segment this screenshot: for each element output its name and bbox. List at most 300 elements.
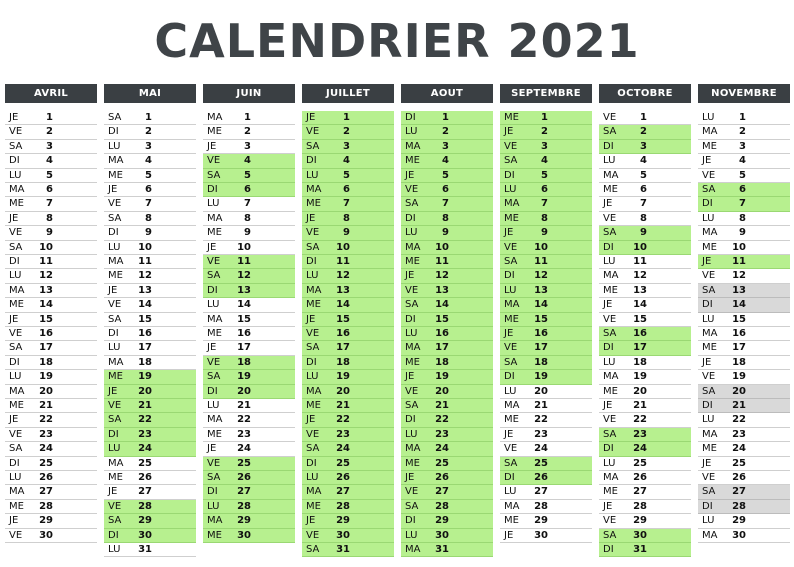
day-name: VE	[9, 126, 23, 138]
day-name: ME	[207, 227, 222, 239]
day-number: 13	[336, 284, 350, 296]
day-number: 4	[541, 155, 548, 167]
day-row	[698, 385, 790, 399]
day-row	[5, 341, 97, 355]
day-row	[302, 169, 394, 183]
day-row	[5, 413, 97, 427]
day-row	[5, 457, 97, 471]
day-number: 27	[336, 486, 350, 498]
day-name: DI	[9, 356, 20, 368]
day-row	[500, 298, 592, 312]
day-number: 7	[244, 198, 251, 210]
day-number: 4	[145, 155, 152, 167]
day-name: JE	[603, 400, 613, 411]
day-row	[104, 385, 196, 399]
day-number: 2	[640, 126, 647, 138]
day-name: MA	[9, 184, 25, 195]
day-name: MA	[405, 241, 421, 253]
day-row	[5, 298, 97, 312]
day-name: DI	[504, 270, 515, 282]
day-row	[401, 111, 493, 125]
day-number: 14	[237, 299, 251, 311]
day-name: LU	[108, 241, 121, 253]
day-number: 22	[534, 414, 548, 426]
day-number: 21	[633, 400, 647, 411]
day-row	[698, 241, 790, 255]
day-row	[401, 485, 493, 499]
day-name: VE	[207, 356, 221, 368]
day-name: LU	[405, 126, 418, 138]
day-number: 15	[138, 313, 152, 325]
day-number: 23	[336, 428, 350, 440]
day-row	[203, 169, 295, 183]
day-name: DI	[603, 443, 614, 455]
day-row	[302, 485, 394, 499]
day-number: 18	[39, 356, 53, 368]
day-row	[302, 255, 394, 269]
day-name: VE	[9, 428, 23, 440]
day-number: 13	[534, 284, 548, 296]
day-number: 25	[336, 457, 350, 469]
day-name: MA	[504, 299, 520, 311]
day-name: MA	[702, 328, 718, 339]
day-row	[698, 500, 790, 514]
day-number: 17	[732, 342, 746, 354]
day-name: MA	[504, 400, 520, 411]
day-row	[599, 125, 691, 139]
day-name: ME	[207, 428, 222, 440]
day-number: 29	[39, 515, 53, 527]
day-row	[401, 255, 493, 269]
day-name: LU	[702, 112, 715, 123]
day-name: SA	[504, 256, 518, 267]
day-name: VE	[702, 270, 716, 282]
day-row	[698, 442, 790, 456]
day-row	[104, 341, 196, 355]
day-row	[5, 140, 97, 154]
day-number: 24	[39, 443, 53, 455]
day-number: 14	[732, 299, 746, 311]
day-row	[599, 255, 691, 269]
day-number: 7	[145, 198, 152, 210]
day-number: 23	[732, 428, 746, 440]
day-name: JE	[504, 126, 514, 138]
day-row	[599, 399, 691, 413]
day-name: LU	[603, 155, 616, 167]
day-name: ME	[603, 284, 618, 296]
day-row	[500, 341, 592, 355]
day-row	[401, 327, 493, 341]
day-row	[104, 154, 196, 168]
day-name: DI	[702, 198, 713, 210]
day-number: 8	[145, 212, 152, 224]
day-name: MA	[108, 457, 124, 469]
day-number: 26	[237, 472, 251, 483]
day-number: 28	[138, 500, 152, 512]
day-name: VE	[108, 198, 122, 210]
day-name: SA	[9, 342, 23, 354]
day-row	[698, 111, 790, 125]
day-row	[599, 428, 691, 442]
day-number: 8	[244, 212, 251, 224]
day-row	[698, 413, 790, 427]
day-name: VE	[405, 486, 419, 498]
day-number: 10	[534, 241, 548, 253]
month-header: NOVEMBRE	[698, 84, 790, 103]
day-row	[401, 183, 493, 197]
day-name: DI	[306, 356, 317, 368]
day-name: VE	[306, 328, 320, 339]
day-number: 3	[640, 140, 647, 152]
day-row	[500, 457, 592, 471]
day-row	[302, 341, 394, 355]
day-name: DI	[207, 385, 218, 397]
day-row	[302, 428, 394, 442]
day-row	[698, 485, 790, 499]
day-row	[302, 370, 394, 384]
day-row	[5, 212, 97, 226]
day-number: 16	[237, 328, 251, 339]
day-name: LU	[207, 198, 220, 210]
day-number: 11	[237, 256, 251, 267]
day-row	[104, 169, 196, 183]
day-row	[203, 197, 295, 211]
day-number: 3	[244, 140, 251, 152]
day-number: 29	[633, 515, 647, 527]
day-number: 6	[541, 184, 548, 195]
day-number: 18	[732, 356, 746, 368]
day-number: 22	[336, 414, 350, 426]
day-number: 21	[39, 400, 53, 411]
day-number: 18	[336, 356, 350, 368]
day-name: VE	[306, 428, 320, 440]
day-number: 7	[46, 198, 53, 210]
day-name: DI	[603, 544, 614, 555]
day-row	[302, 241, 394, 255]
day-row	[500, 269, 592, 283]
day-row	[5, 111, 97, 125]
day-number: 13	[237, 284, 251, 296]
day-name: DI	[702, 299, 713, 311]
day-number: 10	[138, 241, 152, 253]
day-number: 26	[435, 472, 449, 483]
day-name: MA	[108, 155, 124, 167]
day-name: SA	[207, 169, 221, 181]
day-name: ME	[108, 169, 123, 181]
day-row	[104, 269, 196, 283]
day-name: LU	[108, 443, 121, 455]
day-name: JE	[603, 299, 613, 311]
day-row	[401, 543, 493, 557]
day-number: 20	[633, 385, 647, 397]
day-row	[698, 471, 790, 485]
day-name: MA	[405, 140, 421, 152]
day-name: JE	[207, 241, 217, 253]
day-name: DI	[603, 140, 614, 152]
day-row	[104, 226, 196, 240]
day-number: 10	[435, 241, 449, 253]
day-number: 16	[732, 328, 746, 339]
day-row	[500, 212, 592, 226]
day-number: 21	[732, 400, 746, 411]
day-name: SA	[405, 500, 419, 512]
month-header: SEPTEMBRE	[500, 84, 592, 103]
day-row	[104, 197, 196, 211]
day-name: ME	[405, 256, 420, 267]
day-name: SA	[108, 313, 122, 325]
day-row	[698, 284, 790, 298]
day-number: 30	[138, 529, 152, 541]
day-name: VE	[108, 500, 122, 512]
day-number: 7	[541, 198, 548, 210]
day-row	[500, 313, 592, 327]
day-number: 27	[435, 486, 449, 498]
day-row	[500, 514, 592, 528]
day-number: 9	[46, 227, 53, 239]
day-name: VE	[603, 212, 617, 224]
day-row	[5, 169, 97, 183]
day-name: LU	[405, 227, 418, 239]
day-row	[401, 471, 493, 485]
day-row	[203, 154, 295, 168]
day-number: 5	[640, 169, 647, 181]
day-number: 29	[732, 515, 746, 527]
day-number: 23	[435, 428, 449, 440]
day-number: 10	[633, 241, 647, 253]
day-name: VE	[405, 184, 419, 195]
day-name: ME	[108, 371, 123, 383]
day-row	[698, 255, 790, 269]
day-row	[203, 269, 295, 283]
day-name: JE	[702, 155, 712, 167]
day-number: 19	[435, 371, 449, 383]
day-row	[5, 370, 97, 384]
day-name: ME	[9, 500, 24, 512]
day-row	[599, 226, 691, 240]
day-row	[104, 183, 196, 197]
day-number: 8	[46, 212, 53, 224]
day-name: MA	[108, 356, 124, 368]
day-number: 26	[534, 472, 548, 483]
day-name: JE	[504, 428, 514, 440]
day-name: MA	[9, 486, 25, 498]
day-row	[401, 529, 493, 543]
day-name: SA	[306, 544, 320, 555]
day-row	[203, 370, 295, 384]
day-number: 7	[739, 198, 746, 210]
day-number: 19	[732, 371, 746, 383]
day-row	[500, 255, 592, 269]
day-number: 6	[244, 184, 251, 195]
day-row	[203, 442, 295, 456]
day-number: 27	[39, 486, 53, 498]
day-row	[599, 500, 691, 514]
day-row	[5, 197, 97, 211]
day-name: ME	[207, 529, 222, 541]
day-name: SA	[108, 112, 122, 123]
day-name: SA	[405, 400, 419, 411]
day-number: 17	[237, 342, 251, 354]
day-number: 22	[138, 414, 152, 426]
day-name: LU	[603, 457, 616, 469]
day-row	[500, 428, 592, 442]
day-number: 2	[145, 126, 152, 138]
day-number: 24	[633, 443, 647, 455]
day-number: 29	[435, 515, 449, 527]
day-row	[104, 529, 196, 543]
day-number: 13	[633, 284, 647, 296]
day-row	[698, 341, 790, 355]
day-number: 9	[739, 227, 746, 239]
day-number: 9	[541, 227, 548, 239]
day-number: 2	[46, 126, 53, 138]
day-row	[500, 327, 592, 341]
day-row	[203, 298, 295, 312]
day-number: 18	[633, 356, 647, 368]
day-row	[698, 269, 790, 283]
day-number: 26	[138, 472, 152, 483]
day-row	[203, 514, 295, 528]
day-number: 4	[442, 155, 449, 167]
day-name: ME	[306, 400, 321, 411]
day-row	[500, 154, 592, 168]
day-name: ME	[405, 457, 420, 469]
day-number: 29	[534, 515, 548, 527]
day-row	[599, 140, 691, 154]
day-row	[203, 341, 295, 355]
day-name: SA	[306, 140, 320, 152]
day-name: VE	[108, 400, 122, 411]
day-name: LU	[9, 169, 22, 181]
day-number: 15	[732, 313, 746, 325]
day-name: DI	[405, 414, 416, 426]
day-name: LU	[603, 256, 616, 267]
day-name: LU	[108, 342, 121, 354]
day-row	[104, 327, 196, 341]
day-row	[104, 428, 196, 442]
day-name: ME	[306, 299, 321, 311]
page-title: CALENDRIER 2021	[154, 14, 640, 68]
day-number: 19	[237, 371, 251, 383]
day-name: SA	[702, 385, 716, 397]
day-name: SA	[207, 270, 221, 282]
day-number: 12	[732, 270, 746, 282]
day-number: 16	[138, 328, 152, 339]
day-number: 20	[138, 385, 152, 397]
day-name: VE	[405, 284, 419, 296]
day-row	[401, 140, 493, 154]
day-number: 28	[633, 500, 647, 512]
day-number: 19	[39, 371, 53, 383]
day-row	[302, 298, 394, 312]
day-name: JE	[9, 212, 19, 224]
day-name: MA	[207, 112, 223, 123]
day-row	[401, 356, 493, 370]
day-row	[698, 356, 790, 370]
day-name: DI	[405, 515, 416, 527]
day-row	[500, 241, 592, 255]
day-name: LU	[702, 515, 715, 527]
day-row	[302, 269, 394, 283]
month-header: JUILLET	[302, 84, 394, 103]
day-name: SA	[306, 342, 320, 354]
day-row	[104, 370, 196, 384]
day-number: 25	[534, 457, 548, 469]
day-name: JE	[702, 356, 712, 368]
day-name: LU	[603, 356, 616, 368]
day-name: JE	[9, 414, 19, 426]
day-row	[599, 529, 691, 543]
day-name: ME	[702, 443, 717, 455]
day-name: LU	[306, 169, 319, 181]
day-number: 1	[343, 112, 350, 123]
day-name: SA	[9, 241, 23, 253]
day-row	[104, 212, 196, 226]
day-name: ME	[207, 328, 222, 339]
day-number: 1	[442, 112, 449, 123]
day-name: ME	[108, 472, 123, 483]
day-name: SA	[603, 529, 617, 541]
day-number: 20	[732, 385, 746, 397]
day-name: LU	[504, 284, 517, 296]
day-name: VE	[702, 169, 716, 181]
day-name: SA	[405, 299, 419, 311]
day-number: 14	[336, 299, 350, 311]
day-number: 28	[534, 500, 548, 512]
day-row	[500, 111, 592, 125]
day-number: 2	[442, 126, 449, 138]
day-number: 20	[39, 385, 53, 397]
day-name: ME	[702, 342, 717, 354]
day-row	[203, 327, 295, 341]
day-row	[302, 413, 394, 427]
day-row	[401, 514, 493, 528]
day-name: MA	[603, 472, 619, 483]
day-number: 5	[46, 169, 53, 181]
day-name: ME	[603, 184, 618, 195]
day-name: JE	[108, 284, 118, 296]
day-name: DI	[405, 313, 416, 325]
day-row	[5, 154, 97, 168]
day-number: 4	[640, 155, 647, 167]
day-row	[302, 226, 394, 240]
day-row	[5, 226, 97, 240]
day-number: 21	[435, 400, 449, 411]
day-name: ME	[504, 112, 519, 123]
day-name: DI	[9, 457, 20, 469]
day-number: 21	[237, 400, 251, 411]
day-row	[5, 428, 97, 442]
day-number: 3	[46, 140, 53, 152]
day-row	[5, 485, 97, 499]
day-number: 3	[343, 140, 350, 152]
day-name: JE	[9, 313, 19, 325]
day-name: JE	[207, 342, 217, 354]
day-row	[401, 154, 493, 168]
day-name: DI	[9, 155, 20, 167]
day-row	[203, 241, 295, 255]
day-name: SA	[702, 184, 716, 195]
day-row	[500, 413, 592, 427]
day-number: 5	[739, 169, 746, 181]
day-number: 28	[336, 500, 350, 512]
day-name: LU	[306, 270, 319, 282]
day-name: LU	[306, 371, 319, 383]
month-column-novembre	[698, 84, 790, 103]
day-row	[203, 313, 295, 327]
day-name: SA	[108, 515, 122, 527]
day-row	[500, 385, 592, 399]
